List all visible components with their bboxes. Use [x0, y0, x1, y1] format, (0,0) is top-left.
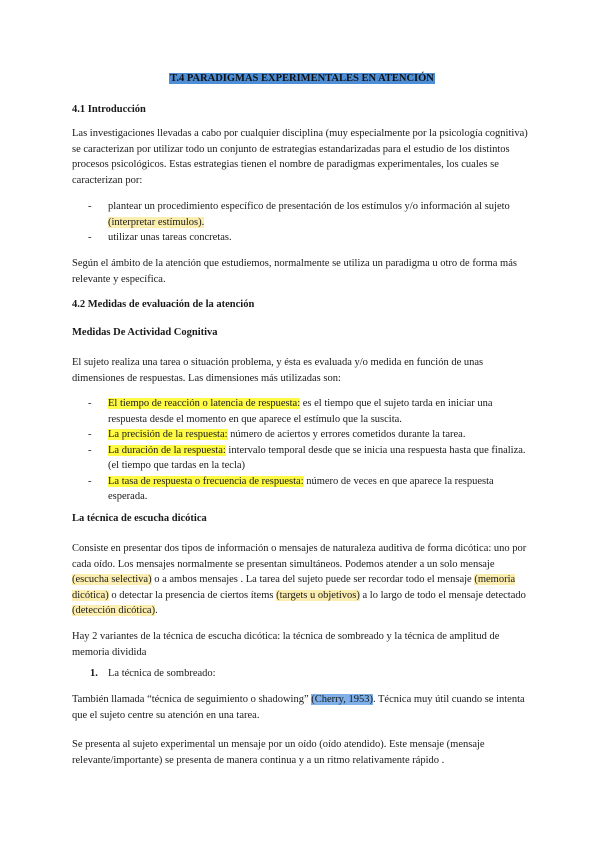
- heading-introduccion: 4.1 Introducción: [72, 104, 146, 115]
- list-item: - La duración de la respuesta: intervalo temporal desde que se inicia una respuesta hasta que finaliza. (el tiempo que tardas en la tecla): [88, 444, 526, 471]
- highlight: (targets u objetivos): [276, 589, 360, 601]
- bullet-list-paradigmas: [72, 199, 532, 246]
- highlight: La duración de la respuesta:: [108, 444, 226, 456]
- list-number: 1.: [90, 668, 98, 679]
- bullet-dash: -: [88, 444, 92, 456]
- paragraph-variantes: Hay 2 variantes de la técnica de escucha dicótica: la técnica de sombreado y la técnica de amplitud de memoria dividida: [72, 631, 500, 658]
- document-page: [72, 0, 532, 766]
- highlight: (escucha selectiva): [72, 574, 152, 585]
- paragraph-dimensiones: El sujeto realiza una tarea o situación problema, y ésta es evaluada y/o medida en función de unas dimensiones de respuestas. Las dimensiones más utilizadas son:: [72, 357, 484, 384]
- highlight: (memoria dicótica): [72, 574, 516, 601]
- paragraph-shadowing: También llamada “técnica de seguimiento o shadowing” (Cherry, 1953). Técnica muy útil cuando se intenta que el sujeto centre su atención en una tarea.: [72, 694, 525, 721]
- list-item: - utilizar unas tareas concretas.: [72, 230, 532, 246]
- document-title: T.4 PARADIGMAS EXPERIMENTALES EN ATENCIÓN: [170, 73, 434, 84]
- bullet-dash: -: [88, 429, 92, 440]
- list-item: - La tasa de respuesta o frecuencia de respuesta: número de veces en que aparece la respuesta esperada.: [88, 475, 494, 502]
- highlight: La tasa de respuesta o frecuencia de respuesta:: [108, 475, 304, 487]
- subheading-actividad-cognitiva: Medidas De Actividad Cognitiva: [72, 327, 218, 338]
- list-item: - plantear un procedimiento específico de presentación de los estímulos y/o información al sujeto (interpretar estímulos).: [88, 201, 510, 228]
- highlight: El tiempo de reacción o latencia de respuesta:: [108, 398, 301, 409]
- highlight: La precisión de la respuesta:: [108, 429, 228, 440]
- paragraph-dicotica: Consiste en presentar dos tipos de información o mensajes de naturaleza auditiva de forma dicótica: uno por cada oído. Los mensajes normalmente se presentan simultáneos. Podemos atender a un solo mensaje (escucha selectiva) o a ambos mensajes . La tarea del sujeto puede ser recordar todo el mensaje (memoria dicótica) o detectar la presencia de ciertos ítems (targets u objetivos) a lo largo de todo el mensaje detectado (detección dicótica).: [72, 543, 527, 616]
- numbered-item-sombreado: 1. La técnica de sombreado:: [72, 666, 532, 682]
- bullet-dash: -: [88, 398, 92, 409]
- highlight: (interpretar estímulos).: [108, 216, 205, 228]
- bullet-dash: -: [88, 475, 92, 487]
- bullet-dash: -: [88, 201, 92, 212]
- bullet-dash: -: [88, 232, 92, 243]
- highlight: (detección dicótica): [72, 605, 156, 616]
- paragraph-oido-atendido: Se presenta al sujeto experimental un mensaje por un oído (oído atendido). Este mensaje (mensaje relevante/importante) se presenta de manera continua y a un ritmo relativamente rápido .: [72, 739, 485, 766]
- highlight: (Cherry, 1953): [311, 694, 373, 705]
- heading-escucha-dicotica: La técnica de escucha dicótica: [72, 513, 207, 524]
- paragraph-ambito: Según el ámbito de la atención que estudiemos, normalmente se utiliza un paradigma u otro de forma más relevante y específica.: [72, 258, 517, 285]
- list-item: - El tiempo de reacción o latencia de respuesta: es el tiempo que el sujeto tarda en iniciar una respuesta desde el momento en que aparece el estímulo que la suscita.: [88, 398, 493, 425]
- list-item: - La precisión de la respuesta: número de aciertos y errores cometidos durante la tarea.: [72, 427, 532, 443]
- paragraph-introduccion: Las investigaciones llevadas a cabo por cualquier disciplina (muy especialmente por la psicología cognitiva) se caracterizan por utilizar todo un conjunto de estrategias estandarizadas para el estudio de los distintos procesos psicológicos. Estas estrategias tienen el nombre de paradigmas experimentales, los cuales se caracterizan por:: [72, 128, 528, 186]
- bullet-list-dimensiones: [72, 396, 532, 505]
- heading-medidas: 4.2 Medidas de evaluación de la atención: [72, 299, 255, 310]
